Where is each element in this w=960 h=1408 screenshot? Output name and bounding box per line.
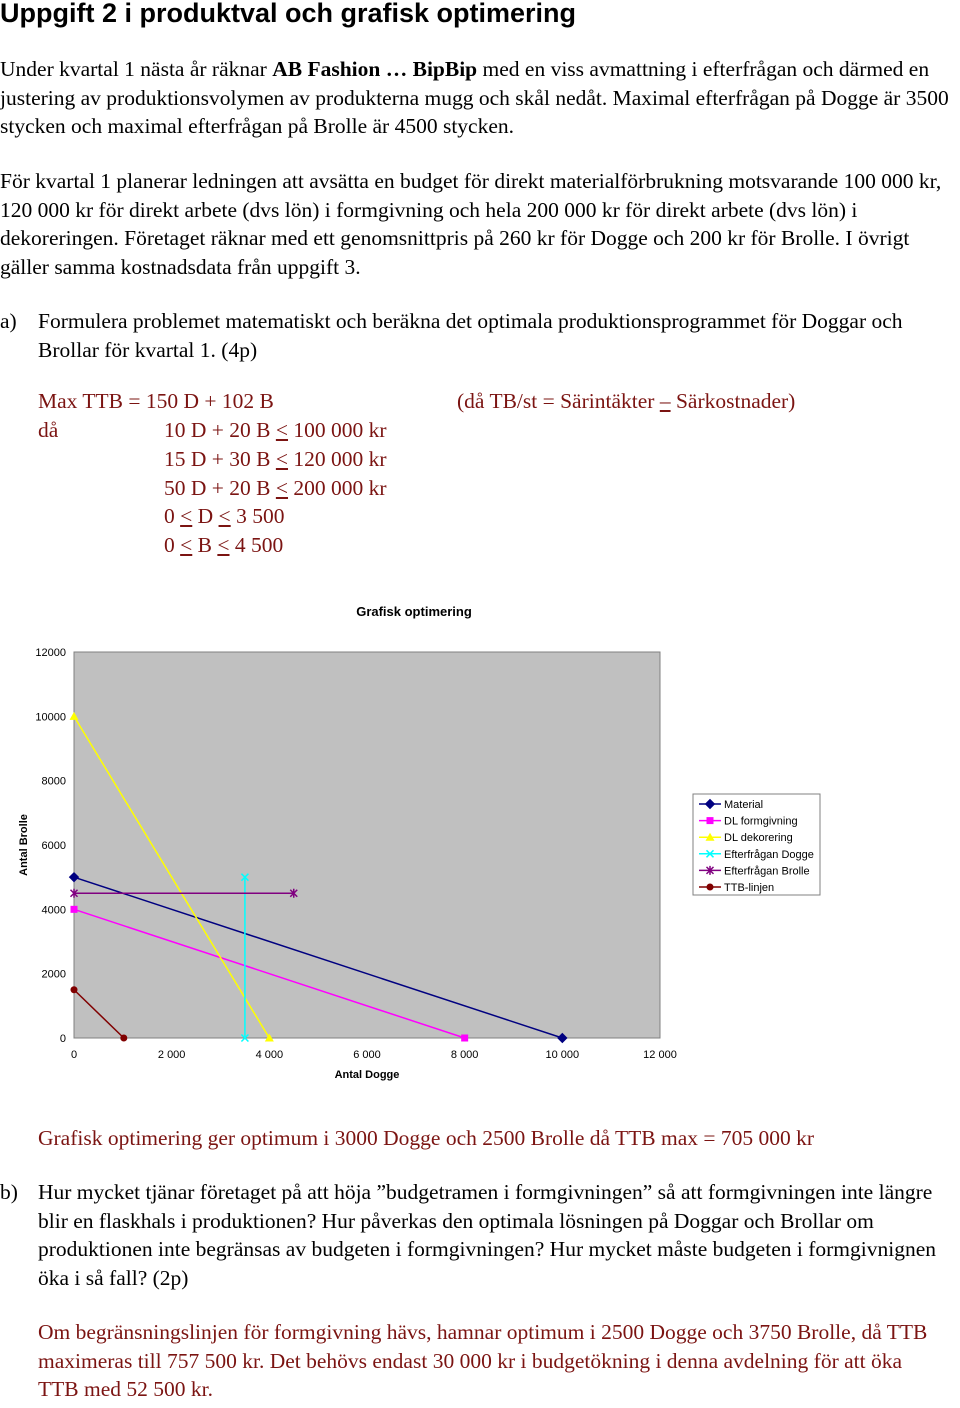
answer-a: Grafisk optimering ger optimum i 3000 Dogge och 2500 Brolle då TTB max = 705 000 kr <box>38 1126 815 1150</box>
x-tick-label: 12 000 <box>643 1049 677 1061</box>
data-point <box>120 1035 127 1042</box>
y-axis-ticks <box>35 647 66 1045</box>
x-tick-label: 4 000 <box>255 1049 284 1061</box>
y-tick-label: 4000 <box>41 904 66 917</box>
legend-label: Efterfrågan Dogge <box>724 848 814 861</box>
constraint-material: 10 D + 20 B < 100 000 kr <box>164 418 387 442</box>
y-tick-label: 0 <box>59 1033 66 1045</box>
legend-label: TTB-linjen <box>724 882 775 894</box>
y-tick-label: 10000 <box>35 711 66 724</box>
x-tick-label: 10 000 <box>545 1049 580 1061</box>
y-axis-label: Antal Brolle <box>18 814 30 876</box>
y-tick-label: 8000 <box>41 775 66 788</box>
subject-to-label: då <box>38 418 59 442</box>
intro-text-end: med en viss avmattning i efterfrågan och därmed en justering av produktionsvolymen av produkterna mugg och skål nedåt. Maximal efterfrågan på Dogge är 3500 stycken och maximal efterfrågan på Brolle är 4500 stycken. <box>0 57 949 139</box>
y-tick-label: 2000 <box>41 968 66 981</box>
data-point <box>71 986 78 993</box>
question-b-label: b) <box>0 1180 18 1204</box>
intro-paragraph <box>0 55 958 141</box>
question-a-text: Formulera problemet matematiskt och beräkna det optimala produktionsprogrammet för Doggar och Brollar för kvartal 1. (4p) <box>38 309 903 362</box>
x-tick-label: 8 000 <box>450 1049 479 1061</box>
y-tick-label: 12000 <box>35 647 66 659</box>
data-point <box>71 906 78 913</box>
company-name: AB Fashion … BipBip <box>272 57 478 81</box>
tb-note-dash: – <box>659 389 671 413</box>
x-axis-ticks <box>71 1049 677 1061</box>
answer-b: Om begränsningslinjen för formgivning hävs, hamnar optimum i 2500 Dogge och 3750 Brolle, då TTB maximeras till 757 500 kr. Det behövs endast 30 000 kr i budgetökning i denna avdelning för att öka TTB med 52 500 kr. <box>38 1320 928 1402</box>
constraint-dogge-demand: 0 < D < 3 500 <box>164 504 285 528</box>
data-point <box>461 1035 468 1042</box>
constraint-formgivning: 15 D + 30 B < 120 000 kr <box>164 447 387 471</box>
legend-label: DL dekorering <box>724 832 793 845</box>
plot-area <box>74 652 660 1038</box>
tb-note-suffix: Särkostnader) <box>670 389 796 413</box>
x-tick-label: 6 000 <box>353 1049 381 1061</box>
tb-note <box>457 389 795 414</box>
legend-marker <box>707 817 714 824</box>
question-b-text: Hur mycket tjänar företaget på att höja ”budgetramen i formgivningen” så att formgivningen inte längre blir en flaskhals i produktionen? Hur påverkas den optimala lösningen på Doggar och Brollar om produktionen inte begränsas av budgeten i formgivningen? Hur mycket måste budgeten i formgivnignen öka i så fall? (2p) <box>38 1180 936 1291</box>
legend-label: DL formgivning <box>724 815 798 828</box>
tb-note-prefix: (då TB/st = Särintäkter <box>457 389 660 413</box>
legend-label: Efterfrågan Brolle <box>724 865 810 878</box>
x-tick-label: 2 000 <box>157 1049 186 1061</box>
x-tick-label: 0 <box>70 1049 78 1061</box>
page-title: Uppgift 2 i produktval och grafisk optimering <box>0 0 577 28</box>
budget-paragraph: För kvartal 1 planerar ledningen att avsätta en budget för direkt materialförbrukning motsvarande 100 000 kr, 120 000 kr för direkt arbete (dvs lön) i formgivning och hela 200 000 kr för direkt arbete (dvs lön) i dekoreringen. Företaget räknar med ett genomsnittpris på 260 kr för Dogge och 200 kr för Brolle. I övrigt gäller samma kostnadsdata från uppgift 3. <box>0 169 942 280</box>
legend-label: Material <box>724 799 764 811</box>
legend-marker <box>707 884 714 891</box>
constraint-brolle-demand: 0 < B < 4 500 <box>164 533 284 557</box>
question-a-label: a) <box>0 309 17 333</box>
constraint-dekorering: 50 D + 20 B < 200 000 kr <box>164 476 387 500</box>
objective-function: Max TTB = 150 D + 102 B <box>38 389 274 413</box>
chart-title: Grafisk optimering <box>356 604 472 619</box>
optimization-chart <box>0 596 960 1096</box>
x-axis-label: Antal Dogge <box>334 1069 400 1081</box>
y-tick-label: 6000 <box>41 840 66 852</box>
intro-text-start: Under kvartal 1 nästa år räknar <box>0 57 273 81</box>
